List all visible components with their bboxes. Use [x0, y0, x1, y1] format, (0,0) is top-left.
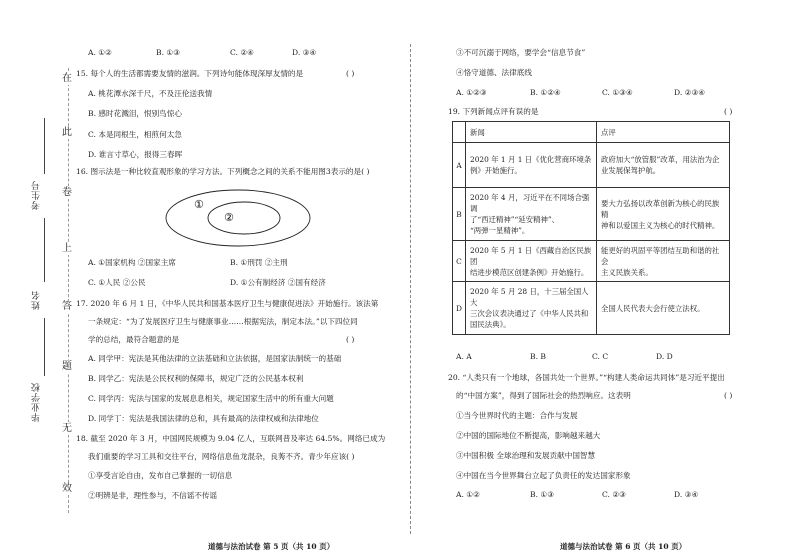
seal-char: 无 [62, 423, 72, 434]
answer-paren: ( ) [724, 391, 733, 400]
comment-cell [597, 282, 730, 335]
cell-line: 2020 年 5 月 28 日，十三届全国人大 [470, 287, 589, 307]
option: C. ①人民 ②公民 [88, 278, 146, 287]
option: D. D [656, 352, 673, 361]
seal-char: 卷 [62, 187, 72, 198]
option: A. A [456, 352, 472, 361]
cell-line: 2020 年 1 月 1 日《优化营商环境条 [470, 155, 592, 164]
seal-char: 上 [62, 243, 72, 254]
option: A. 桃花潭水深千尺，不及汪伦送我情 [88, 89, 213, 98]
field-label-school: 毕业学校 [32, 382, 42, 422]
question-line: 一条规定：“为了发展医疗卫生与健康事业……根据宪法，制定本法。”以下四位同 [88, 317, 358, 326]
option: A. 同学甲：宪法是其他法律的立法基础和立法依据，是国家法制统一的基础 [88, 354, 342, 363]
option: D. ③④ [292, 48, 317, 57]
diagram-label-outer: ① [194, 198, 204, 211]
question-line: 的“中国方案”，得到了国际社会的热烈响应。这表明 [456, 391, 631, 400]
seal-char: 题 [62, 361, 72, 372]
news-cell [466, 241, 597, 282]
field-label-name: 姓名 [32, 290, 42, 310]
seal-char: 此 [62, 127, 72, 138]
cell-line: 国民法典》。 [470, 320, 511, 329]
inner-ellipse [208, 202, 280, 234]
cell-line: 主义民族关系。 [601, 267, 653, 277]
seal-char: 答 [62, 301, 72, 312]
statement-item: ①当今世界时代的主题：合作与发展 [456, 411, 578, 420]
option: B. ①②④ [530, 88, 561, 97]
option: C. 同学丙：宪法与国家的发展息息相关，规定国家生活中的所有重大问题 [88, 394, 334, 403]
option: B. ①③ [156, 48, 181, 57]
answer-paren: ( ) [346, 335, 355, 344]
field-line [44, 318, 45, 376]
option: A. ①② [88, 48, 112, 57]
diagram-label-inner: ② [224, 211, 234, 224]
table-header: 点评 [597, 122, 730, 143]
question-line: 我们重要的学习工具和交往平台，网络信息鱼龙混杂，良莠不齐。青少年应该( ) [88, 452, 355, 461]
statement-item: ④中国在当今世界舞台立起了负责任的发达国家形象 [456, 471, 631, 480]
page-footer-right: 道德与法治试卷 第 6 页（共 10 页） [560, 542, 687, 551]
row-label: B [453, 188, 466, 241]
news-cell [466, 188, 597, 241]
option: D. ③④ [674, 490, 699, 499]
statement-item: ③中国积极 全球治理和发展贡献中国智慧 [456, 451, 596, 460]
table-row [453, 241, 730, 282]
page-footer-left: 道德与法治试卷 第 5 页（共 10 页） [208, 542, 335, 551]
news-cell [466, 282, 597, 335]
table-cell [453, 122, 466, 143]
option: A. ①② [456, 490, 480, 499]
row-label: D [453, 282, 466, 335]
statement-item: ③不可沉溺于网络，要学会“信息节食” [456, 48, 586, 57]
option: D. 同学丁：宪法是我国法律的总和，具有最高的法律权威和法律地位 [88, 414, 319, 423]
table-row [453, 188, 730, 241]
comment-cell [597, 188, 730, 241]
row-label: C [453, 241, 466, 282]
cell-line: 2020 年 5 月 1 日《西藏自治区民族团 [470, 245, 592, 266]
field-label-exam-number: 考生号 [32, 180, 42, 210]
field-line [44, 118, 45, 174]
question-stem: 19. 下列新闻点评有误的是 [448, 107, 539, 116]
statement-item: ④恪守道德、法律底线 [456, 68, 532, 77]
question-line: 18. 截至 2020 年 3 月，中国网民规模为 9.04 亿人，互联网普及率达 64.5%。网络已成为 [76, 434, 386, 443]
answer-paren: ( ) [724, 107, 733, 116]
cell-line: 能更好的巩固平等团结互助和谐的社会 [601, 245, 720, 266]
statement-item: ①享受言论自由，发布自己掌握的一切信息 [88, 471, 233, 480]
table-row [453, 282, 730, 335]
table-header-row [453, 122, 730, 143]
cell-line: 三次会议表决通过了《中华人民共和 [470, 309, 589, 318]
answer-paren: ( ) [346, 69, 355, 78]
row-label: A [453, 143, 466, 188]
option: D. 谁言寸草心，报得三春晖 [88, 150, 183, 159]
option: B. 同学乙：宪法是公民权利的保障书，规定广泛的公民基本权利 [88, 374, 304, 383]
statement-item: ②中国的国际地位不断提高，影响越来越大 [456, 431, 601, 440]
cell-line: 2020 年 4 月，习近平在不同场合强调 [470, 193, 590, 213]
option: B. 感时花溅泪，恨别鸟惊心 [88, 109, 182, 118]
nested-circles-diagram [164, 188, 314, 248]
question-line: 20. “人类只有一个地球，各国共处一个世界。”“构建人类命运共同体”是习近平提出 [448, 373, 725, 382]
table-header: 新闻 [466, 122, 597, 143]
option: D. ②③④ [674, 88, 706, 97]
cell-line: 全国人民代表大会行使立法权。 [601, 303, 705, 313]
option: D. ①公有制经济 ②国有经济 [230, 278, 326, 287]
field-line [44, 218, 45, 282]
cell-line: 例》开始施行。 [470, 166, 522, 175]
news-comment-table [452, 121, 730, 335]
cell-line: 了“西迁精神”“延安精神”、 [470, 215, 560, 224]
cell-line: “两弹一星精神”。 [470, 226, 530, 235]
question-stem: 15. 每个人的生活都需要友情的滋润。下列诗句能体现深厚友情的是 [76, 69, 304, 78]
question-stem: 16. 图示法是一种比较直观形象的学习方法。下列概念之间的关系不能用图3表示的是( ) [76, 167, 370, 176]
cell-line: 业发展保驾护航。 [601, 166, 661, 175]
cell-line: 政府加大“放管服”改革，用法治为企 [601, 155, 720, 164]
option: C. ②③ [602, 490, 626, 499]
option: C. ②④ [230, 48, 254, 57]
cell-line: 要大力弘扬以改革创新为核心的民族精 [601, 198, 720, 219]
option: B. ①刑罚 ②主刑 [230, 258, 288, 267]
seal-char: 在 [62, 73, 72, 84]
question-line: 学的总结，最符合题意的是 [88, 335, 180, 344]
option: B. B [530, 352, 546, 361]
statement-item: ②明辨是非，理性参与，不信谣不传谣 [88, 491, 218, 500]
cell-line: 结进步模范区创建条例》开始施行。 [470, 267, 589, 277]
news-cell [466, 143, 597, 188]
page-divider [410, 44, 411, 534]
comment-cell [597, 241, 730, 282]
outer-ellipse [166, 190, 310, 246]
cell-line: 神和以爱国主义为核心的时代精神。 [601, 220, 720, 230]
comment-cell [597, 143, 730, 188]
option: B. ①③ [530, 490, 555, 499]
seal-char: 效 [62, 483, 72, 494]
option: C. C [592, 352, 609, 361]
table-row [453, 143, 730, 188]
option: C. ①③④ [602, 88, 633, 97]
question-line: 17. 2020 年 6 月 1 日，《中华人民共和国基本医疗卫生与健康促进法》开始施行。该法第 [76, 299, 379, 308]
option: A. ①国家机构 ②国家主席 [88, 258, 176, 267]
option: C. 本是同根生，相煎何太急 [88, 130, 182, 139]
option: A. ①②③ [456, 88, 487, 97]
